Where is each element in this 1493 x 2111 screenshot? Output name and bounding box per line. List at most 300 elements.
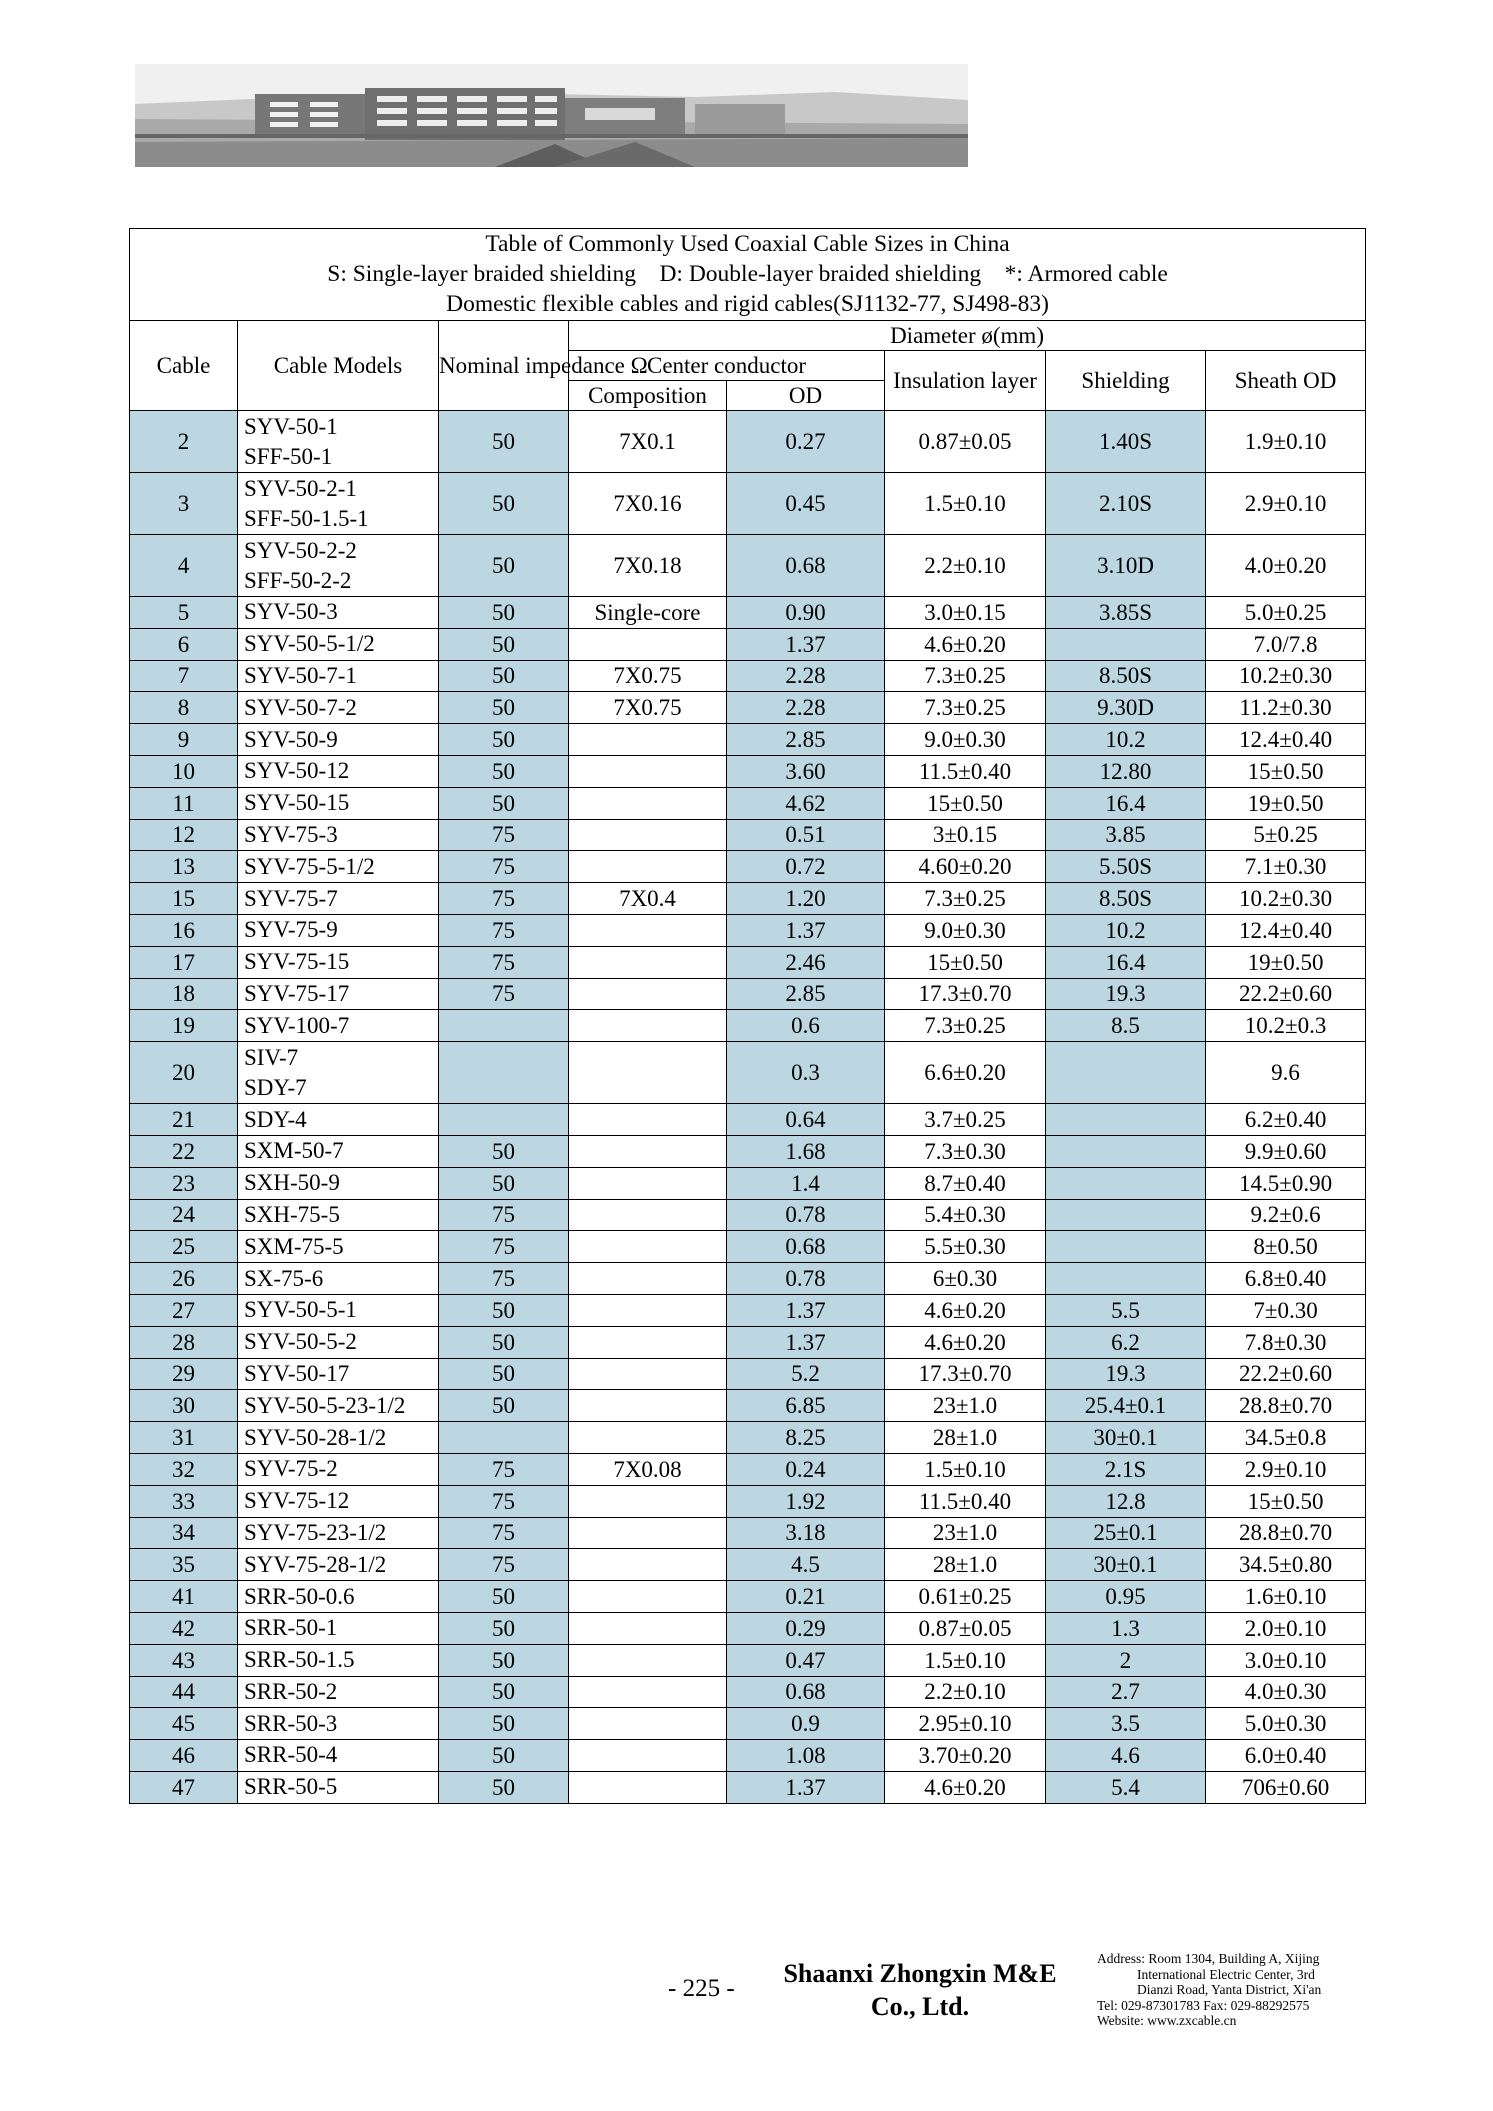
cell-shielding <box>1046 628 1206 660</box>
cell-insulation: 23±1.0 <box>885 1517 1046 1549</box>
cell-insulation: 0.87±0.05 <box>885 411 1046 473</box>
cell-shielding <box>1046 1104 1206 1136</box>
cell-insulation: 5.5±0.30 <box>885 1231 1046 1263</box>
table-row <box>130 1549 1366 1581</box>
cable-model-name: SYV-75-23-1/2 <box>244 1519 387 1545</box>
table-title-line: Table of Commonly Used Coaxial Cable Sizes in China <box>485 231 1010 257</box>
cell-od: 1.37 <box>727 1326 885 1358</box>
cell-sheath-od: 7.8±0.30 <box>1206 1326 1366 1358</box>
cell-composition <box>569 1294 727 1326</box>
cell-sheath-od: 1.9±0.10 <box>1206 411 1366 473</box>
cell-shielding: 12.80 <box>1046 755 1206 787</box>
cell-cable: 34 <box>130 1517 238 1549</box>
cell-composition: 7X0.4 <box>569 883 727 915</box>
cell-composition <box>569 1581 727 1613</box>
table-row <box>130 1358 1366 1390</box>
cell-cable: 2 <box>130 411 238 473</box>
cell-cable-models <box>238 819 439 851</box>
cable-model-name: SFF-50-1.5-1 <box>244 505 369 531</box>
cell-composition <box>569 1612 727 1644</box>
cell-od: 0.29 <box>727 1612 885 1644</box>
cell-impedance: 50 <box>439 535 569 597</box>
cell-shielding <box>1046 1263 1206 1295</box>
cell-od: 5.2 <box>727 1358 885 1390</box>
cell-cable-models <box>238 1485 439 1517</box>
cell-shielding: 2 <box>1046 1644 1206 1676</box>
cell-cable-models <box>238 1199 439 1231</box>
table-row <box>130 1167 1366 1199</box>
cell-od: 0.9 <box>727 1708 885 1740</box>
header-cable-models: Cable Models <box>238 321 439 411</box>
cell-cable: 41 <box>130 1581 238 1613</box>
cell-shielding: 9.30D <box>1046 692 1206 724</box>
cell-impedance: 50 <box>439 692 569 724</box>
cell-cable-models <box>238 1517 439 1549</box>
cell-cable-models <box>238 1549 439 1581</box>
header-insulation-line: layer <box>990 368 1037 393</box>
header-composition: Composition <box>569 381 727 411</box>
cell-impedance: 50 <box>439 1390 569 1422</box>
cell-cable-models <box>238 851 439 883</box>
cell-impedance: 50 <box>439 1771 569 1803</box>
cell-insulation: 2.2±0.10 <box>885 1676 1046 1708</box>
cell-od: 1.37 <box>727 628 885 660</box>
cell-od: 4.62 <box>727 787 885 819</box>
cell-cable-models <box>238 1294 439 1326</box>
cell-sheath-od: 9.6 <box>1206 1042 1366 1104</box>
cell-cable-models <box>238 1453 439 1485</box>
cell-insulation: 17.3±0.70 <box>885 978 1046 1010</box>
cell-cable-models <box>238 1326 439 1358</box>
cell-od: 0.47 <box>727 1644 885 1676</box>
cell-insulation: 7.3±0.25 <box>885 1010 1046 1042</box>
cell-composition <box>569 755 727 787</box>
cell-shielding: 8.50S <box>1046 883 1206 915</box>
cell-insulation: 3.70±0.20 <box>885 1740 1046 1772</box>
cell-insulation: 3.0±0.15 <box>885 597 1046 629</box>
header-sheath-od: Sheath OD <box>1206 351 1366 411</box>
cable-model-name: SYV-75-5-1/2 <box>244 853 375 879</box>
cell-cable-models <box>238 914 439 946</box>
cell-od: 0.78 <box>727 1199 885 1231</box>
cell-shielding: 2.10S <box>1046 473 1206 535</box>
cell-cable: 20 <box>130 1042 238 1104</box>
table-row <box>130 1453 1366 1485</box>
cell-sheath-od: 34.5±0.80 <box>1206 1549 1366 1581</box>
cable-model-name: SRR-50-2 <box>244 1678 338 1704</box>
cable-model-name: SRR-50-1.5 <box>244 1647 355 1673</box>
cell-od: 8.25 <box>727 1422 885 1454</box>
cell-composition <box>569 1708 727 1740</box>
cell-cable: 27 <box>130 1294 238 1326</box>
cell-shielding: 1.40S <box>1046 411 1206 473</box>
cell-od: 2.85 <box>727 724 885 756</box>
header-shielding: Shielding <box>1046 351 1206 411</box>
cell-composition <box>569 787 727 819</box>
cell-impedance: 50 <box>439 1676 569 1708</box>
cell-composition <box>569 1199 727 1231</box>
table-row <box>130 1010 1366 1042</box>
cable-model-name: SYV-75-28-1/2 <box>244 1551 387 1577</box>
cell-cable-models <box>238 1708 439 1740</box>
cell-composition <box>569 1231 727 1263</box>
table-row <box>130 535 1366 597</box>
cell-od: 1.68 <box>727 1135 885 1167</box>
cell-insulation: 7.3±0.25 <box>885 883 1046 915</box>
cell-cable-models <box>238 692 439 724</box>
cell-sheath-od: 19±0.50 <box>1206 946 1366 978</box>
table-row <box>130 914 1366 946</box>
cell-cable-models <box>238 1010 439 1042</box>
cell-impedance: 75 <box>439 946 569 978</box>
cell-shielding: 19.3 <box>1046 978 1206 1010</box>
cell-cable-models <box>238 1135 439 1167</box>
table-subtitle-line: Domestic flexible cables and rigid cables(SJ1132-77, SJ498-83) <box>446 291 1049 317</box>
cell-cable: 47 <box>130 1771 238 1803</box>
cell-impedance: 75 <box>439 914 569 946</box>
cell-sheath-od: 11.2±0.30 <box>1206 692 1366 724</box>
cable-model-name: SYV-50-2-1 <box>244 475 357 501</box>
cell-shielding <box>1046 1135 1206 1167</box>
cable-model-name: SYV-75-15 <box>244 949 350 975</box>
table-row <box>130 1231 1366 1263</box>
cell-shielding: 8.5 <box>1046 1010 1206 1042</box>
cell-sheath-od: 6.0±0.40 <box>1206 1740 1366 1772</box>
cell-od: 3.60 <box>727 755 885 787</box>
cell-cable-models <box>238 1740 439 1772</box>
table-row <box>130 597 1366 629</box>
table-row <box>130 1676 1366 1708</box>
cell-od: 1.4 <box>727 1167 885 1199</box>
cell-insulation: 4.6±0.20 <box>885 1771 1046 1803</box>
cell-insulation: 4.6±0.20 <box>885 1326 1046 1358</box>
header-diameter: Diameter ø(mm) <box>569 321 1366 351</box>
cell-shielding: 16.4 <box>1046 787 1206 819</box>
cell-cable-models <box>238 1771 439 1803</box>
cell-impedance <box>439 1042 569 1104</box>
cell-cable-models <box>238 1676 439 1708</box>
cell-cable-models <box>238 597 439 629</box>
cable-model-name: SYV-50-12 <box>244 758 350 784</box>
header-center-conductor: Center conductor <box>569 351 885 381</box>
cell-sheath-od: 15±0.50 <box>1206 755 1366 787</box>
cell-cable: 3 <box>130 473 238 535</box>
cell-insulation: 3±0.15 <box>885 819 1046 851</box>
cell-shielding: 30±0.1 <box>1046 1422 1206 1454</box>
cell-sheath-od: 6.8±0.40 <box>1206 1263 1366 1295</box>
cell-sheath-od: 14.5±0.90 <box>1206 1167 1366 1199</box>
cell-cable: 22 <box>130 1135 238 1167</box>
cell-impedance: 75 <box>439 1549 569 1581</box>
cell-cable: 7 <box>130 660 238 692</box>
cable-model-name: SYV-50-2-2 <box>244 537 357 563</box>
cell-cable: 28 <box>130 1326 238 1358</box>
table-row <box>130 1771 1366 1803</box>
cell-composition <box>569 1167 727 1199</box>
cell-sheath-od: 2.9±0.10 <box>1206 1453 1366 1485</box>
cell-insulation: 2.95±0.10 <box>885 1708 1046 1740</box>
cell-od: 1.92 <box>727 1485 885 1517</box>
cable-model-name: SFF-50-1 <box>244 443 333 469</box>
cell-cable: 46 <box>130 1740 238 1772</box>
table-legend-line: S: Single-layer braided shielding D: Double-layer braided shielding *: Armored cable <box>327 261 1168 287</box>
header-banner-image <box>135 64 968 167</box>
cell-composition <box>569 1326 727 1358</box>
cell-cable: 23 <box>130 1167 238 1199</box>
address-line: Address: Room 1304, Building A, Xijing <box>1097 1951 1320 1966</box>
cable-model-name: SFF-50-2-2 <box>244 567 352 593</box>
cell-impedance: 50 <box>439 628 569 660</box>
cell-sheath-od: 9.2±0.6 <box>1206 1199 1366 1231</box>
table-row <box>130 1612 1366 1644</box>
cell-od: 2.85 <box>727 978 885 1010</box>
cell-od: 0.64 <box>727 1104 885 1136</box>
cell-cable-models <box>238 1042 439 1104</box>
cell-od: 0.72 <box>727 851 885 883</box>
cell-shielding: 2.1S <box>1046 1453 1206 1485</box>
cell-cable: 6 <box>130 628 238 660</box>
cell-composition <box>569 1135 727 1167</box>
cell-impedance: 75 <box>439 978 569 1010</box>
cell-cable: 19 <box>130 1010 238 1042</box>
cell-sheath-od: 22.2±0.60 <box>1206 1358 1366 1390</box>
cell-od: 6.85 <box>727 1390 885 1422</box>
cell-shielding: 5.4 <box>1046 1771 1206 1803</box>
cell-composition: 7X0.16 <box>569 473 727 535</box>
table-row <box>130 883 1366 915</box>
cable-model-name: SYV-50-17 <box>244 1360 350 1386</box>
cell-cable-models <box>238 787 439 819</box>
cell-composition: 7X0.08 <box>569 1453 727 1485</box>
cell-impedance: 50 <box>439 1708 569 1740</box>
cell-impedance: 50 <box>439 660 569 692</box>
cell-composition <box>569 1485 727 1517</box>
cell-cable: 13 <box>130 851 238 883</box>
cell-cable: 17 <box>130 946 238 978</box>
cable-model-name: SRR-50-4 <box>244 1742 338 1768</box>
cell-impedance: 50 <box>439 787 569 819</box>
cell-cable-models <box>238 946 439 978</box>
cell-shielding <box>1046 1167 1206 1199</box>
cell-impedance: 75 <box>439 819 569 851</box>
cell-od: 0.27 <box>727 411 885 473</box>
cell-insulation: 6±0.30 <box>885 1263 1046 1295</box>
cell-insulation: 9.0±0.30 <box>885 914 1046 946</box>
cell-cable-models <box>238 724 439 756</box>
table-row <box>130 724 1366 756</box>
cell-cable: 21 <box>130 1104 238 1136</box>
cell-cable-models <box>238 535 439 597</box>
cell-insulation: 28±1.0 <box>885 1549 1046 1581</box>
cable-model-name: SRR-50-0.6 <box>244 1583 355 1609</box>
cell-impedance <box>439 1104 569 1136</box>
header-impedance-line: impedance <box>525 353 625 378</box>
cell-cable-models <box>238 628 439 660</box>
cell-shielding: 12.8 <box>1046 1485 1206 1517</box>
cell-sheath-od: 19±0.50 <box>1206 787 1366 819</box>
cell-composition <box>569 978 727 1010</box>
cell-sheath-od: 4.0±0.30 <box>1206 1676 1366 1708</box>
cell-cable-models <box>238 1422 439 1454</box>
cell-cable: 5 <box>130 597 238 629</box>
cell-composition <box>569 1676 727 1708</box>
cell-sheath-od: 4.0±0.20 <box>1206 535 1366 597</box>
cell-sheath-od: 1.6±0.10 <box>1206 1581 1366 1613</box>
table-row <box>130 1644 1366 1676</box>
cell-cable: 18 <box>130 978 238 1010</box>
cell-cable-models <box>238 1581 439 1613</box>
cell-composition: 7X0.75 <box>569 660 727 692</box>
cell-insulation: 11.5±0.40 <box>885 1485 1046 1517</box>
cell-impedance: 50 <box>439 1612 569 1644</box>
cell-impedance <box>439 1010 569 1042</box>
table-row <box>130 978 1366 1010</box>
cell-cable-models <box>238 473 439 535</box>
table-row <box>130 628 1366 660</box>
cell-od: 1.37 <box>727 1771 885 1803</box>
cell-composition <box>569 1010 727 1042</box>
cell-sheath-od: 28.8±0.70 <box>1206 1517 1366 1549</box>
cell-cable: 33 <box>130 1485 238 1517</box>
cable-model-name: SDY-7 <box>244 1074 307 1100</box>
cell-insulation: 5.4±0.30 <box>885 1199 1046 1231</box>
cell-shielding: 30±0.1 <box>1046 1549 1206 1581</box>
cell-composition <box>569 1549 727 1581</box>
cell-cable-models <box>238 1167 439 1199</box>
cell-od: 0.21 <box>727 1581 885 1613</box>
cell-od: 1.08 <box>727 1740 885 1772</box>
cell-cable: 8 <box>130 692 238 724</box>
cell-insulation: 6.6±0.20 <box>885 1042 1046 1104</box>
cell-cable: 32 <box>130 1453 238 1485</box>
cell-shielding: 0.95 <box>1046 1581 1206 1613</box>
cell-od: 1.37 <box>727 914 885 946</box>
cell-cable: 29 <box>130 1358 238 1390</box>
cell-od: 2.28 <box>727 660 885 692</box>
cell-cable-models <box>238 1104 439 1136</box>
cell-cable-models <box>238 1263 439 1295</box>
table-row <box>130 1199 1366 1231</box>
table-row <box>130 819 1366 851</box>
cell-sheath-od: 6.2±0.40 <box>1206 1104 1366 1136</box>
cell-impedance: 50 <box>439 1581 569 1613</box>
cable-model-name: SXM-75-5 <box>244 1233 344 1259</box>
cell-od: 2.46 <box>727 946 885 978</box>
table-row <box>130 1135 1366 1167</box>
cell-cable-models <box>238 1358 439 1390</box>
cell-impedance: 50 <box>439 1644 569 1676</box>
cable-model-name: SYV-50-3 <box>244 599 338 625</box>
table-row <box>130 1740 1366 1772</box>
cell-cable-models <box>238 1612 439 1644</box>
cable-model-name: SYV-75-7 <box>244 885 338 911</box>
cell-sheath-od: 2.0±0.10 <box>1206 1612 1366 1644</box>
cell-impedance: 75 <box>439 1517 569 1549</box>
cell-sheath-od: 5.0±0.30 <box>1206 1708 1366 1740</box>
cell-cable-models <box>238 755 439 787</box>
table-row <box>130 411 1366 473</box>
cell-insulation: 17.3±0.70 <box>885 1358 1046 1390</box>
cable-model-name: SYV-50-15 <box>244 790 350 816</box>
cell-cable: 12 <box>130 819 238 851</box>
cell-composition: Single-core <box>569 597 727 629</box>
cell-od: 2.28 <box>727 692 885 724</box>
table-row <box>130 660 1366 692</box>
cell-insulation: 7.3±0.30 <box>885 1135 1046 1167</box>
cell-od: 0.6 <box>727 1010 885 1042</box>
cable-model-name: SYV-50-5-1 <box>244 1297 357 1323</box>
cell-shielding <box>1046 1042 1206 1104</box>
table-row <box>130 1294 1366 1326</box>
table-body <box>130 411 1366 1804</box>
cell-impedance: 75 <box>439 1485 569 1517</box>
cell-shielding: 10.2 <box>1046 914 1206 946</box>
table-row <box>130 473 1366 535</box>
cell-shielding: 6.2 <box>1046 1326 1206 1358</box>
company-address <box>1097 1951 1321 2029</box>
cable-model-name: SYV-100-7 <box>244 1012 350 1038</box>
cell-cable: 45 <box>130 1708 238 1740</box>
header-impedance-line: Nominal <box>439 353 520 378</box>
cell-od: 0.51 <box>727 819 885 851</box>
cable-model-name: SYV-50-1 <box>244 413 338 439</box>
cell-composition <box>569 1042 727 1104</box>
cell-insulation: 15±0.50 <box>885 946 1046 978</box>
cell-composition <box>569 1358 727 1390</box>
cable-model-name: SIV-7 <box>244 1044 299 1070</box>
cell-cable-models <box>238 411 439 473</box>
cell-impedance: 75 <box>439 883 569 915</box>
cell-sheath-od: 28.8±0.70 <box>1206 1390 1366 1422</box>
cell-od: 0.45 <box>727 473 885 535</box>
header-insulation-line: Insulation <box>893 368 986 393</box>
cell-od: 0.78 <box>727 1263 885 1295</box>
cell-insulation: 4.60±0.20 <box>885 851 1046 883</box>
cell-cable: 9 <box>130 724 238 756</box>
cell-impedance: 50 <box>439 724 569 756</box>
cell-cable: 25 <box>130 1231 238 1263</box>
table-row <box>130 1708 1366 1740</box>
cell-od: 0.68 <box>727 535 885 597</box>
cell-impedance: 75 <box>439 1263 569 1295</box>
cable-model-name: SRR-50-1 <box>244 1615 338 1641</box>
phone-fax-line: Tel: 029-87301783 Fax: 029-88292575 <box>1097 1997 1310 2013</box>
header-insulation-layer <box>885 351 1046 411</box>
cell-od: 0.68 <box>727 1231 885 1263</box>
company-name-line: Shaanxi Zhongxin M&E <box>783 1959 1057 1988</box>
cell-cable: 30 <box>130 1390 238 1422</box>
cell-shielding: 5.5 <box>1046 1294 1206 1326</box>
cell-od: 3.18 <box>727 1517 885 1549</box>
cable-model-name: SYV-50-28-1/2 <box>244 1424 387 1450</box>
cell-impedance: 75 <box>439 1231 569 1263</box>
cable-model-name: SX-75-6 <box>244 1265 324 1291</box>
header-impedance-unit: Ω <box>630 353 648 378</box>
cell-sheath-od: 12.4±0.40 <box>1206 724 1366 756</box>
cell-insulation: 23±1.0 <box>885 1390 1046 1422</box>
cell-impedance: 50 <box>439 1294 569 1326</box>
cell-shielding: 25.4±0.1 <box>1046 1390 1206 1422</box>
cell-composition <box>569 1422 727 1454</box>
cell-cable: 35 <box>130 1549 238 1581</box>
cell-composition <box>569 1104 727 1136</box>
coaxial-cable-table <box>129 228 1366 1804</box>
cell-shielding: 25±0.1 <box>1046 1517 1206 1549</box>
cell-shielding: 1.3 <box>1046 1612 1206 1644</box>
cell-cable: 24 <box>130 1199 238 1231</box>
cell-shielding: 10.2 <box>1046 724 1206 756</box>
cable-model-name: SXH-75-5 <box>244 1201 340 1227</box>
